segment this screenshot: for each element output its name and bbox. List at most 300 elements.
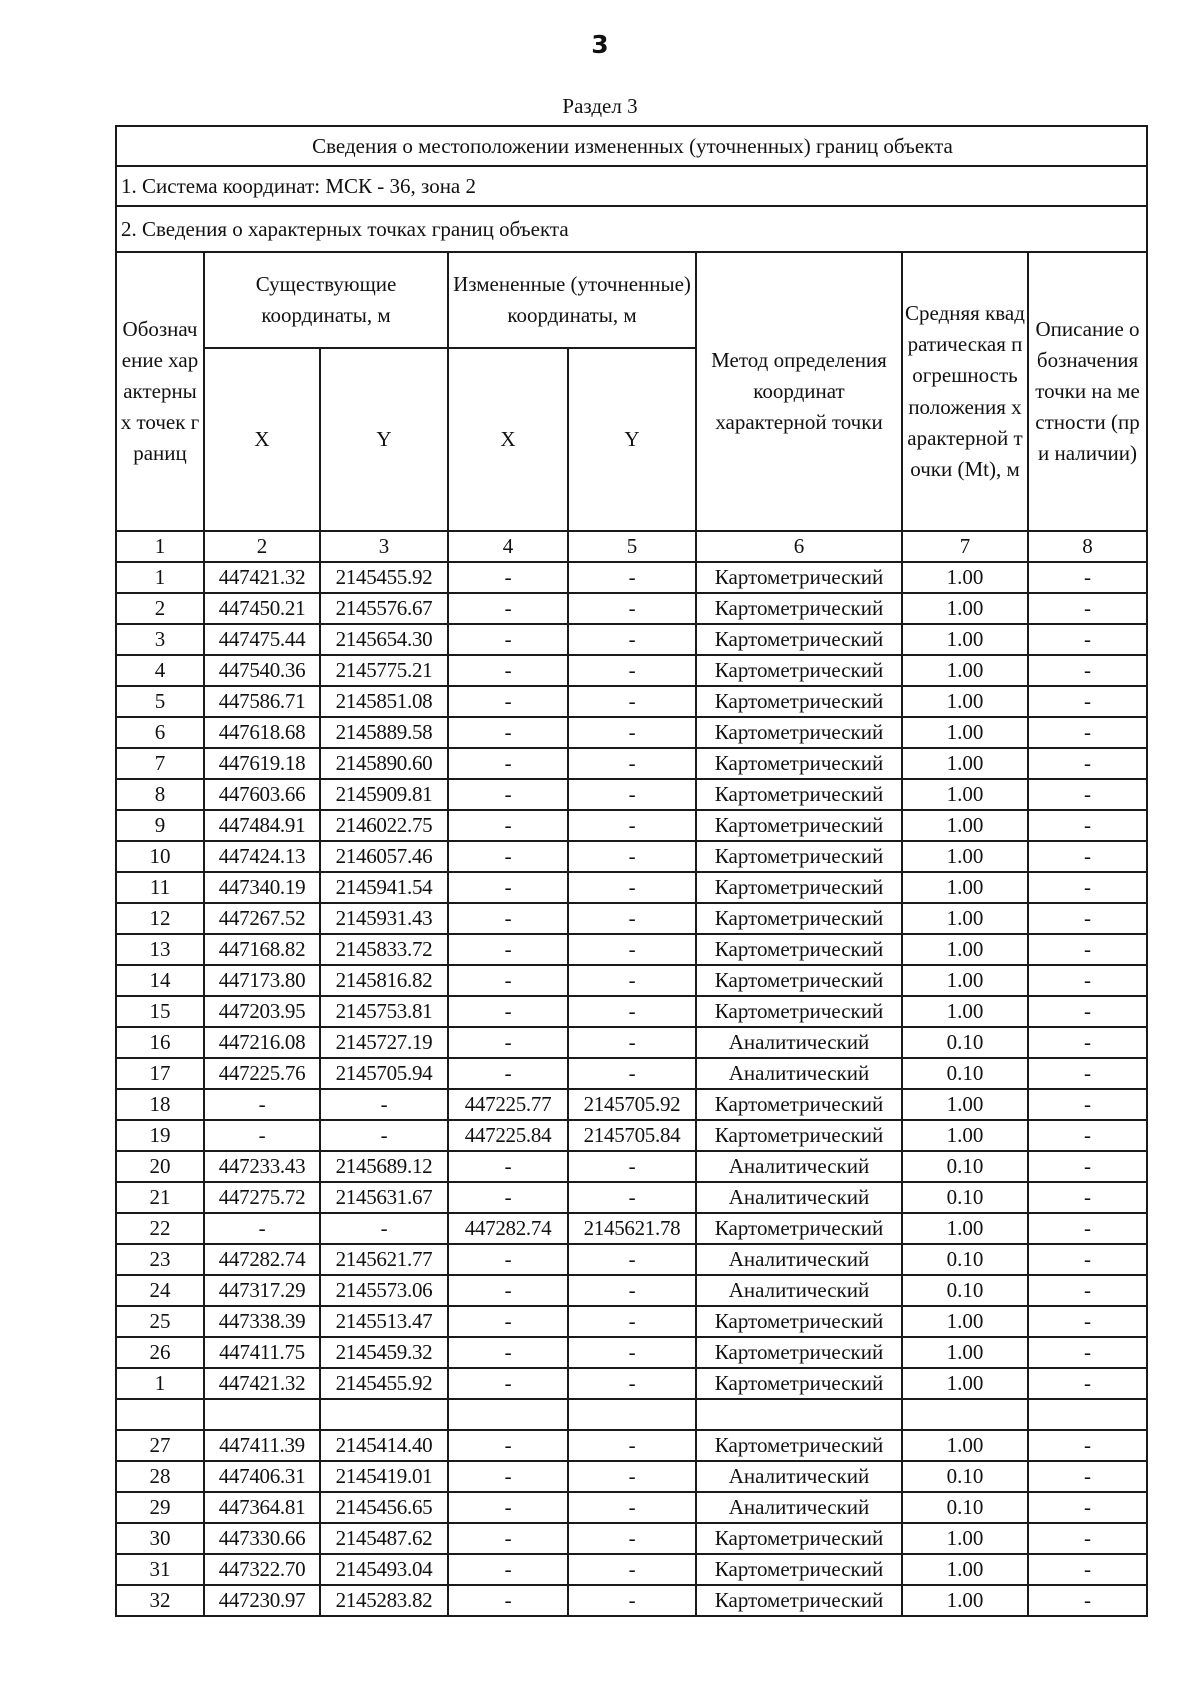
- cell-changed-y: 2145705.84: [568, 1120, 696, 1151]
- cell-point-number: 19: [116, 1120, 204, 1151]
- header-description: Описание обозначения точки на местности (при наличии): [1028, 252, 1147, 531]
- table-row: [116, 996, 1147, 1027]
- cell-point-number: 31: [116, 1554, 204, 1585]
- cell-existing-y: 2145727.19: [320, 1027, 448, 1058]
- cell-point-number: 25: [116, 1306, 204, 1337]
- cell-changed-y: -: [568, 810, 696, 841]
- cell-point-number: 17: [116, 1058, 204, 1089]
- cell-existing-x: 447586.71: [204, 686, 320, 717]
- table-row: [116, 1492, 1147, 1523]
- cell-mean-error: 0.10: [902, 1151, 1028, 1182]
- cell-changed-y: -: [568, 624, 696, 655]
- cell-existing-x: 447230.97: [204, 1585, 320, 1616]
- cell-existing-y: 2145931.43: [320, 903, 448, 934]
- cell-existing-y: 2145753.81: [320, 996, 448, 1027]
- cell-existing-x: 447338.39: [204, 1306, 320, 1337]
- cell-existing-y: 2145833.72: [320, 934, 448, 965]
- cell-changed-x: -: [448, 1151, 568, 1182]
- cell-method: Картометрический: [696, 1306, 902, 1337]
- cell-point-number: 14: [116, 965, 204, 996]
- cell-method: Картометрический: [696, 717, 902, 748]
- cell-point-number: 13: [116, 934, 204, 965]
- cell-changed-x: -: [448, 810, 568, 841]
- cell-existing-y: 2146057.46: [320, 841, 448, 872]
- column-number: 7: [902, 531, 1028, 562]
- cell-existing-y: 2145705.94: [320, 1058, 448, 1089]
- cell-changed-x: -: [448, 934, 568, 965]
- cell-changed-x: 447225.77: [448, 1089, 568, 1120]
- column-number: 8: [1028, 531, 1147, 562]
- boundary-points-table: [115, 125, 1148, 1617]
- cell-existing-x: 447173.80: [204, 965, 320, 996]
- cell-description: -: [1028, 562, 1147, 593]
- cell-point-number: 5: [116, 686, 204, 717]
- empty-cell: [448, 1399, 568, 1430]
- cell-changed-y: -: [568, 872, 696, 903]
- cell-changed-x: -: [448, 1275, 568, 1306]
- cell-method: Картометрический: [696, 655, 902, 686]
- cell-changed-y: -: [568, 1337, 696, 1368]
- cell-description: -: [1028, 810, 1147, 841]
- cell-point-number: 1: [116, 562, 204, 593]
- header-point-designation: Обозначение характерных точек границ: [116, 252, 204, 531]
- table-row: [116, 872, 1147, 903]
- cell-point-number: 21: [116, 1182, 204, 1213]
- cell-mean-error: 1.00: [902, 996, 1028, 1027]
- cell-point-number: 32: [116, 1585, 204, 1616]
- cell-point-number: 12: [116, 903, 204, 934]
- cell-existing-x: 447340.19: [204, 872, 320, 903]
- section-title: Раздел 3: [562, 94, 638, 118]
- cell-method: Картометрический: [696, 965, 902, 996]
- cell-existing-y: 2145455.92: [320, 562, 448, 593]
- cell-point-number: 30: [116, 1523, 204, 1554]
- cell-point-number: 11: [116, 872, 204, 903]
- cell-description: -: [1028, 841, 1147, 872]
- empty-cell: [204, 1399, 320, 1430]
- cell-existing-y: 2145775.21: [320, 655, 448, 686]
- cell-changed-y: -: [568, 1182, 696, 1213]
- cell-changed-x: -: [448, 717, 568, 748]
- cell-description: -: [1028, 1306, 1147, 1337]
- cell-changed-y: -: [568, 934, 696, 965]
- cell-existing-x: 447421.32: [204, 1368, 320, 1399]
- column-number: 5: [568, 531, 696, 562]
- cell-changed-x: -: [448, 779, 568, 810]
- table-row: [116, 1430, 1147, 1461]
- header-existing-y: Y: [320, 348, 448, 531]
- cell-mean-error: 1.00: [902, 934, 1028, 965]
- cell-method: Картометрический: [696, 779, 902, 810]
- cell-existing-y: 2145455.92: [320, 1368, 448, 1399]
- cell-changed-x: -: [448, 1461, 568, 1492]
- cell-existing-x: 447421.32: [204, 562, 320, 593]
- cell-method: Картометрический: [696, 686, 902, 717]
- cell-mean-error: 1.00: [902, 1120, 1028, 1151]
- cell-point-number: 2: [116, 593, 204, 624]
- cell-method: Картометрический: [696, 1585, 902, 1616]
- cell-mean-error: 1.00: [902, 810, 1028, 841]
- table-row: [116, 1151, 1147, 1182]
- header-changed-coords: Измененные (уточненные) координаты, м: [448, 252, 696, 348]
- cell-method: Картометрический: [696, 748, 902, 779]
- cell-description: -: [1028, 779, 1147, 810]
- cell-point-number: 18: [116, 1089, 204, 1120]
- cell-existing-y: 2145816.82: [320, 965, 448, 996]
- cell-description: -: [1028, 748, 1147, 779]
- empty-cell: [902, 1399, 1028, 1430]
- cell-changed-y: -: [568, 1058, 696, 1089]
- column-number: 6: [696, 531, 902, 562]
- cell-point-number: 29: [116, 1492, 204, 1523]
- cell-existing-y: 2145941.54: [320, 872, 448, 903]
- cell-existing-x: 447282.74: [204, 1244, 320, 1275]
- table-row: [116, 1027, 1147, 1058]
- table-row: [116, 903, 1147, 934]
- cell-changed-x: -: [448, 1244, 568, 1275]
- cell-description: -: [1028, 1368, 1147, 1399]
- cell-changed-x: -: [448, 1585, 568, 1616]
- table-row: [116, 1275, 1147, 1306]
- cell-existing-x: 447618.68: [204, 717, 320, 748]
- cell-method: Картометрический: [696, 810, 902, 841]
- cell-method: Аналитический: [696, 1244, 902, 1275]
- cell-existing-y: 2145456.65: [320, 1492, 448, 1523]
- cell-existing-x: 447233.43: [204, 1151, 320, 1182]
- cell-existing-y: -: [320, 1213, 448, 1244]
- cell-changed-y: -: [568, 593, 696, 624]
- cell-point-number: 7: [116, 748, 204, 779]
- cell-changed-x: -: [448, 965, 568, 996]
- table-row: [116, 593, 1147, 624]
- cell-existing-x: 447540.36: [204, 655, 320, 686]
- cell-existing-y: 2145576.67: [320, 593, 448, 624]
- cell-changed-y: -: [568, 1492, 696, 1523]
- table-row: [116, 624, 1147, 655]
- cell-changed-y: -: [568, 1461, 696, 1492]
- cell-existing-x: 447603.66: [204, 779, 320, 810]
- column-number: 4: [448, 531, 568, 562]
- table-row: [116, 562, 1147, 593]
- cell-description: -: [1028, 1120, 1147, 1151]
- cell-mean-error: 1.00: [902, 748, 1028, 779]
- cell-changed-y: -: [568, 1430, 696, 1461]
- cell-existing-y: 2145621.77: [320, 1244, 448, 1275]
- header-changed-y: Y: [568, 348, 696, 531]
- cell-point-number: 26: [116, 1337, 204, 1368]
- points-title-row: [116, 206, 1147, 252]
- cell-mean-error: 1.00: [902, 1585, 1028, 1616]
- table-row: [116, 965, 1147, 996]
- cell-description: -: [1028, 1461, 1147, 1492]
- column-number: 2: [204, 531, 320, 562]
- cell-description: -: [1028, 996, 1147, 1027]
- cell-changed-x: -: [448, 872, 568, 903]
- cell-description: -: [1028, 717, 1147, 748]
- cell-changed-y: -: [568, 1244, 696, 1275]
- cell-description: -: [1028, 1492, 1147, 1523]
- cell-existing-y: 2145513.47: [320, 1306, 448, 1337]
- cell-mean-error: 0.10: [902, 1058, 1028, 1089]
- cell-description: -: [1028, 1585, 1147, 1616]
- cell-mean-error: 1.00: [902, 1430, 1028, 1461]
- cell-description: -: [1028, 872, 1147, 903]
- cell-existing-x: 447411.75: [204, 1337, 320, 1368]
- cell-description: -: [1028, 655, 1147, 686]
- column-header-row: [116, 252, 1147, 348]
- table-row: [116, 1585, 1147, 1616]
- cell-point-number: 20: [116, 1151, 204, 1182]
- cell-existing-y: 2145283.82: [320, 1585, 448, 1616]
- cell-changed-y: -: [568, 655, 696, 686]
- table-row: [116, 1523, 1147, 1554]
- table-row: [116, 779, 1147, 810]
- cell-changed-x: -: [448, 903, 568, 934]
- cell-changed-y: -: [568, 1368, 696, 1399]
- cell-changed-x: 447225.84: [448, 1120, 568, 1151]
- table-row: [116, 1554, 1147, 1585]
- cell-mean-error: 1.00: [902, 1523, 1028, 1554]
- header-existing-coords: Существующие координаты, м: [204, 252, 448, 348]
- column-number-row: [116, 531, 1147, 562]
- cell-existing-x: 447216.08: [204, 1027, 320, 1058]
- cell-point-number: 9: [116, 810, 204, 841]
- cell-description: -: [1028, 1151, 1147, 1182]
- cell-changed-x: -: [448, 1027, 568, 1058]
- cell-method: Картометрический: [696, 1089, 902, 1120]
- cell-existing-y: -: [320, 1089, 448, 1120]
- cell-changed-y: -: [568, 1306, 696, 1337]
- cell-method: Картометрический: [696, 1368, 902, 1399]
- cell-existing-x: 447619.18: [204, 748, 320, 779]
- cell-description: -: [1028, 1058, 1147, 1089]
- cell-point-number: 8: [116, 779, 204, 810]
- table-row: [116, 1337, 1147, 1368]
- separator-row: [116, 1399, 1147, 1430]
- cell-point-number: 24: [116, 1275, 204, 1306]
- cell-existing-x: -: [204, 1213, 320, 1244]
- cell-method: Картометрический: [696, 1213, 902, 1244]
- cell-description: -: [1028, 1089, 1147, 1120]
- cell-changed-x: -: [448, 1337, 568, 1368]
- cell-description: -: [1028, 965, 1147, 996]
- column-number: 3: [320, 531, 448, 562]
- cell-method: Картометрический: [696, 562, 902, 593]
- table-row: [116, 1120, 1147, 1151]
- cell-existing-y: 2145654.30: [320, 624, 448, 655]
- cell-description: -: [1028, 903, 1147, 934]
- cell-existing-y: 2145851.08: [320, 686, 448, 717]
- page-number: 3: [591, 30, 609, 59]
- cell-changed-x: -: [448, 686, 568, 717]
- cell-existing-y: 2145889.58: [320, 717, 448, 748]
- table-row: [116, 1244, 1147, 1275]
- cell-existing-x: 447475.44: [204, 624, 320, 655]
- cell-changed-x: -: [448, 655, 568, 686]
- cell-existing-x: 447267.52: [204, 903, 320, 934]
- cell-method: Аналитический: [696, 1492, 902, 1523]
- cell-changed-y: -: [568, 562, 696, 593]
- cell-point-number: 1: [116, 1368, 204, 1399]
- cell-existing-y: 2145573.06: [320, 1275, 448, 1306]
- table-row: [116, 1306, 1147, 1337]
- table-row: [116, 1089, 1147, 1120]
- table-title-row: [116, 126, 1147, 166]
- cell-existing-x: 447406.31: [204, 1461, 320, 1492]
- header-existing-x: X: [204, 348, 320, 531]
- cell-changed-y: -: [568, 1554, 696, 1585]
- cell-existing-y: 2146022.75: [320, 810, 448, 841]
- cell-point-number: 28: [116, 1461, 204, 1492]
- cell-point-number: 22: [116, 1213, 204, 1244]
- header-changed-x: X: [448, 348, 568, 531]
- cell-method: Картометрический: [696, 996, 902, 1027]
- table-row: [116, 655, 1147, 686]
- cell-changed-y: -: [568, 1523, 696, 1554]
- cell-existing-x: 447275.72: [204, 1182, 320, 1213]
- table-row: [116, 810, 1147, 841]
- coord-system: 1. Система координат: МСК - 36, зона 2: [116, 166, 1147, 206]
- cell-existing-y: 2145689.12: [320, 1151, 448, 1182]
- coord-system-row: [116, 166, 1147, 206]
- header-method: Метод определения координат характерной точки: [696, 252, 902, 531]
- cell-method: Картометрический: [696, 903, 902, 934]
- cell-mean-error: 0.10: [902, 1461, 1028, 1492]
- cell-method: Картометрический: [696, 934, 902, 965]
- table-row: [116, 934, 1147, 965]
- table-row: [116, 1368, 1147, 1399]
- cell-changed-y: -: [568, 1275, 696, 1306]
- cell-changed-x: -: [448, 1058, 568, 1089]
- cell-existing-x: 447168.82: [204, 934, 320, 965]
- cell-point-number: 4: [116, 655, 204, 686]
- cell-changed-y: -: [568, 686, 696, 717]
- cell-existing-x: 447330.66: [204, 1523, 320, 1554]
- cell-changed-y: -: [568, 717, 696, 748]
- cell-method: Картометрический: [696, 872, 902, 903]
- cell-point-number: 10: [116, 841, 204, 872]
- cell-mean-error: 0.10: [902, 1182, 1028, 1213]
- table-row: [116, 1058, 1147, 1089]
- cell-existing-x: 447411.39: [204, 1430, 320, 1461]
- cell-existing-x: 447317.29: [204, 1275, 320, 1306]
- cell-changed-x: -: [448, 1430, 568, 1461]
- cell-mean-error: 1.00: [902, 872, 1028, 903]
- table-row: [116, 686, 1147, 717]
- empty-cell: [116, 1399, 204, 1430]
- cell-changed-x: -: [448, 1523, 568, 1554]
- cell-mean-error: 1.00: [902, 655, 1028, 686]
- cell-existing-x: 447424.13: [204, 841, 320, 872]
- cell-existing-x: 447450.21: [204, 593, 320, 624]
- cell-mean-error: 0.10: [902, 1275, 1028, 1306]
- cell-description: -: [1028, 1213, 1147, 1244]
- cell-changed-y: -: [568, 996, 696, 1027]
- cell-method: Картометрический: [696, 1337, 902, 1368]
- cell-method: Картометрический: [696, 841, 902, 872]
- cell-mean-error: 1.00: [902, 686, 1028, 717]
- cell-description: -: [1028, 1337, 1147, 1368]
- table-row: [116, 1213, 1147, 1244]
- cell-mean-error: 1.00: [902, 562, 1028, 593]
- cell-point-number: 23: [116, 1244, 204, 1275]
- cell-mean-error: 1.00: [902, 1213, 1028, 1244]
- cell-description: -: [1028, 1027, 1147, 1058]
- cell-method: Аналитический: [696, 1027, 902, 1058]
- empty-cell: [696, 1399, 902, 1430]
- cell-mean-error: 1.00: [902, 965, 1028, 996]
- cell-changed-x: -: [448, 593, 568, 624]
- table-row: [116, 841, 1147, 872]
- cell-existing-x: 447322.70: [204, 1554, 320, 1585]
- cell-changed-y: -: [568, 965, 696, 996]
- cell-changed-x: -: [448, 1182, 568, 1213]
- cell-existing-x: -: [204, 1089, 320, 1120]
- cell-mean-error: 1.00: [902, 1554, 1028, 1585]
- cell-mean-error: 0.10: [902, 1027, 1028, 1058]
- cell-point-number: 3: [116, 624, 204, 655]
- cell-changed-y: -: [568, 1151, 696, 1182]
- cell-existing-y: 2145909.81: [320, 779, 448, 810]
- cell-mean-error: 0.10: [902, 1244, 1028, 1275]
- cell-existing-y: 2145631.67: [320, 1182, 448, 1213]
- cell-description: -: [1028, 934, 1147, 965]
- cell-description: -: [1028, 624, 1147, 655]
- cell-changed-y: -: [568, 903, 696, 934]
- cell-description: -: [1028, 1182, 1147, 1213]
- cell-changed-x: -: [448, 1368, 568, 1399]
- cell-changed-x: -: [448, 996, 568, 1027]
- cell-mean-error: 1.00: [902, 593, 1028, 624]
- cell-existing-x: -: [204, 1120, 320, 1151]
- cell-description: -: [1028, 1554, 1147, 1585]
- cell-changed-y: -: [568, 1027, 696, 1058]
- column-number: 1: [116, 531, 204, 562]
- cell-method: Картометрический: [696, 1523, 902, 1554]
- cell-existing-y: 2145459.32: [320, 1337, 448, 1368]
- cell-changed-y: -: [568, 1585, 696, 1616]
- cell-changed-x: -: [448, 1492, 568, 1523]
- cell-existing-y: 2145890.60: [320, 748, 448, 779]
- cell-description: -: [1028, 1275, 1147, 1306]
- cell-existing-y: 2145487.62: [320, 1523, 448, 1554]
- cell-method: Аналитический: [696, 1275, 902, 1306]
- table-row: [116, 1182, 1147, 1213]
- cell-changed-y: 2145705.92: [568, 1089, 696, 1120]
- cell-method: Картометрический: [696, 1430, 902, 1461]
- cell-description: -: [1028, 1523, 1147, 1554]
- cell-changed-x: -: [448, 1306, 568, 1337]
- cell-mean-error: 1.00: [902, 624, 1028, 655]
- cell-mean-error: 0.10: [902, 1492, 1028, 1523]
- empty-cell: [320, 1399, 448, 1430]
- cell-point-number: 15: [116, 996, 204, 1027]
- cell-existing-y: 2145414.40: [320, 1430, 448, 1461]
- cell-description: -: [1028, 593, 1147, 624]
- cell-existing-y: 2145419.01: [320, 1461, 448, 1492]
- cell-method: Аналитический: [696, 1182, 902, 1213]
- cell-changed-x: -: [448, 748, 568, 779]
- cell-mean-error: 1.00: [902, 841, 1028, 872]
- points-title: 2. Сведения о характерных точках границ объекта: [116, 206, 1147, 252]
- cell-mean-error: 1.00: [902, 1337, 1028, 1368]
- empty-cell: [1028, 1399, 1147, 1430]
- cell-mean-error: 1.00: [902, 717, 1028, 748]
- cell-description: -: [1028, 1430, 1147, 1461]
- cell-method: Аналитический: [696, 1151, 902, 1182]
- cell-mean-error: 1.00: [902, 1089, 1028, 1120]
- table-row: [116, 1461, 1147, 1492]
